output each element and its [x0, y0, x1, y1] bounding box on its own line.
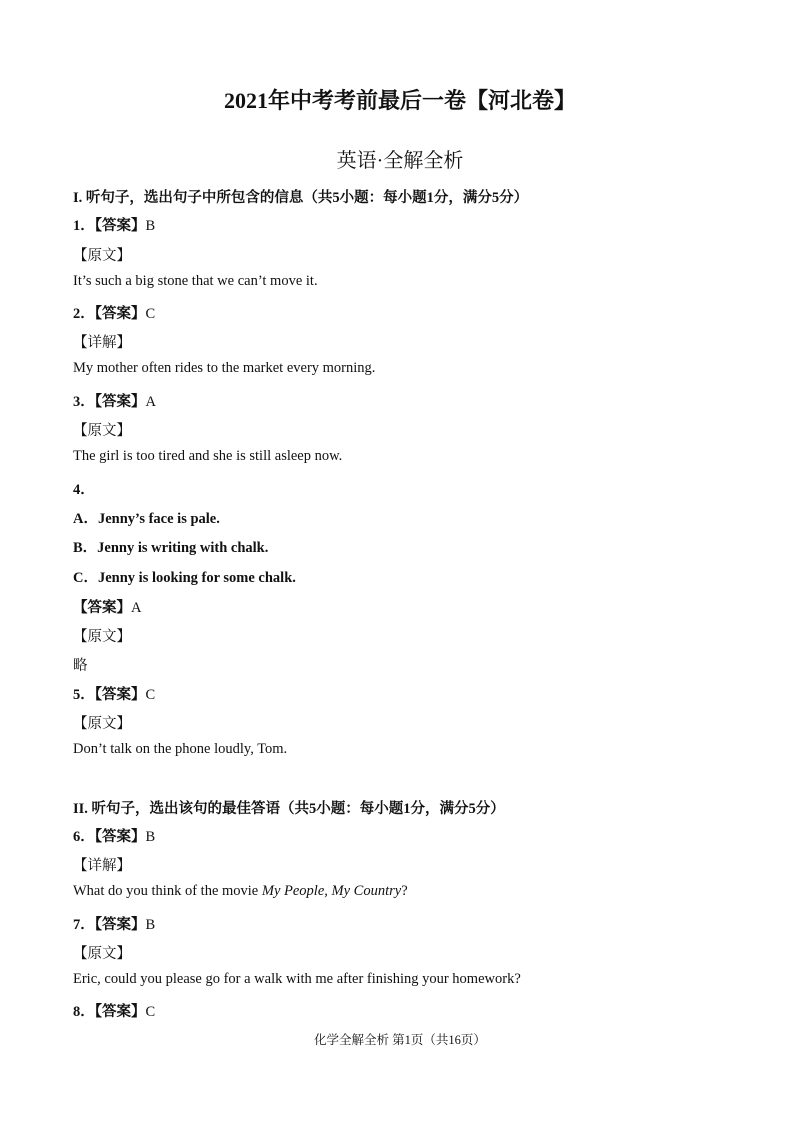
- q3-number: 3．【答案】: [73, 394, 146, 410]
- page-footer: 化学全解全析 第1页（共16页）: [314, 1033, 486, 1047]
- q4-option-a: A．Jenny’s face is pale.: [73, 511, 220, 527]
- q6-movie-title: My People, My Country: [261, 883, 402, 899]
- q2-answer: C: [145, 306, 156, 322]
- q4-answer: A: [131, 600, 142, 616]
- q3-text: The girl is too tired and she is still asleep now.: [73, 448, 343, 464]
- q6-text-after: ?: [401, 883, 408, 899]
- q8-answer: C: [145, 1004, 156, 1020]
- q7-answer-line: [73, 913, 155, 934]
- q2-number: 2．【答案】: [73, 306, 146, 322]
- q4-answer-label: 【答案】: [73, 600, 131, 616]
- section-1-heading: I. 听句子，选出句子中所包含的信息（共5小题：每小题1分，满分5分）: [73, 190, 529, 206]
- q7-answer: B: [145, 917, 156, 933]
- q8-number: 8．【答案】: [73, 1004, 146, 1020]
- q5-text: Don’t talk on the phone loudly, Tom.: [73, 741, 288, 757]
- q7-number: 7．【答案】: [73, 917, 146, 933]
- q1-answer-line: [73, 214, 155, 235]
- q3-answer-line: [73, 390, 156, 411]
- q2-label: 【详解】: [73, 335, 131, 351]
- q4-label: 【原文】: [73, 629, 131, 645]
- q4-answer-line: [73, 596, 141, 617]
- q1-text: It’s such a big stone that we can’t move it.: [73, 273, 318, 289]
- q5-answer-line: [73, 683, 155, 704]
- q7-label: 【原文】: [73, 946, 131, 962]
- q6-text: [73, 883, 408, 900]
- document-subtitle: 英语·全解全析: [336, 150, 464, 172]
- q4-option-c: C．Jenny is looking for some chalk.: [73, 570, 296, 586]
- q6-text-before: What do you think of the movie: [73, 883, 262, 899]
- q4-number: 4．: [73, 482, 95, 498]
- q3-label: 【原文】: [73, 423, 131, 439]
- section-2-heading: II. 听句子，选出该句的最佳答语（共5小题：每小题1分，满分5分）: [73, 801, 505, 817]
- q6-number: 6．【答案】: [73, 829, 146, 845]
- q4-text: 略: [73, 658, 88, 674]
- q7-text: Eric, could you please go for a walk with me after finishing your homework?: [73, 971, 521, 987]
- q6-answer-line: [73, 825, 155, 846]
- q3-answer: A: [145, 394, 156, 410]
- q6-answer: B: [145, 829, 156, 845]
- q1-answer: B: [145, 218, 156, 234]
- q5-answer: C: [145, 687, 156, 703]
- q8-answer-line: [73, 1000, 155, 1021]
- q1-number: 1．【答案】: [73, 218, 146, 234]
- q5-number: 5．【答案】: [73, 687, 146, 703]
- q6-label: 【详解】: [73, 858, 131, 874]
- q5-label: 【原文】: [73, 716, 131, 732]
- q1-label: 【原文】: [73, 248, 131, 264]
- q2-text: My mother often rides to the market every morning.: [73, 360, 376, 376]
- q4-option-b: B．Jenny is writing with chalk.: [73, 540, 269, 556]
- q2-answer-line: [73, 302, 155, 323]
- document-title: 2021年中考考前最后一卷【河北卷】: [223, 88, 576, 113]
